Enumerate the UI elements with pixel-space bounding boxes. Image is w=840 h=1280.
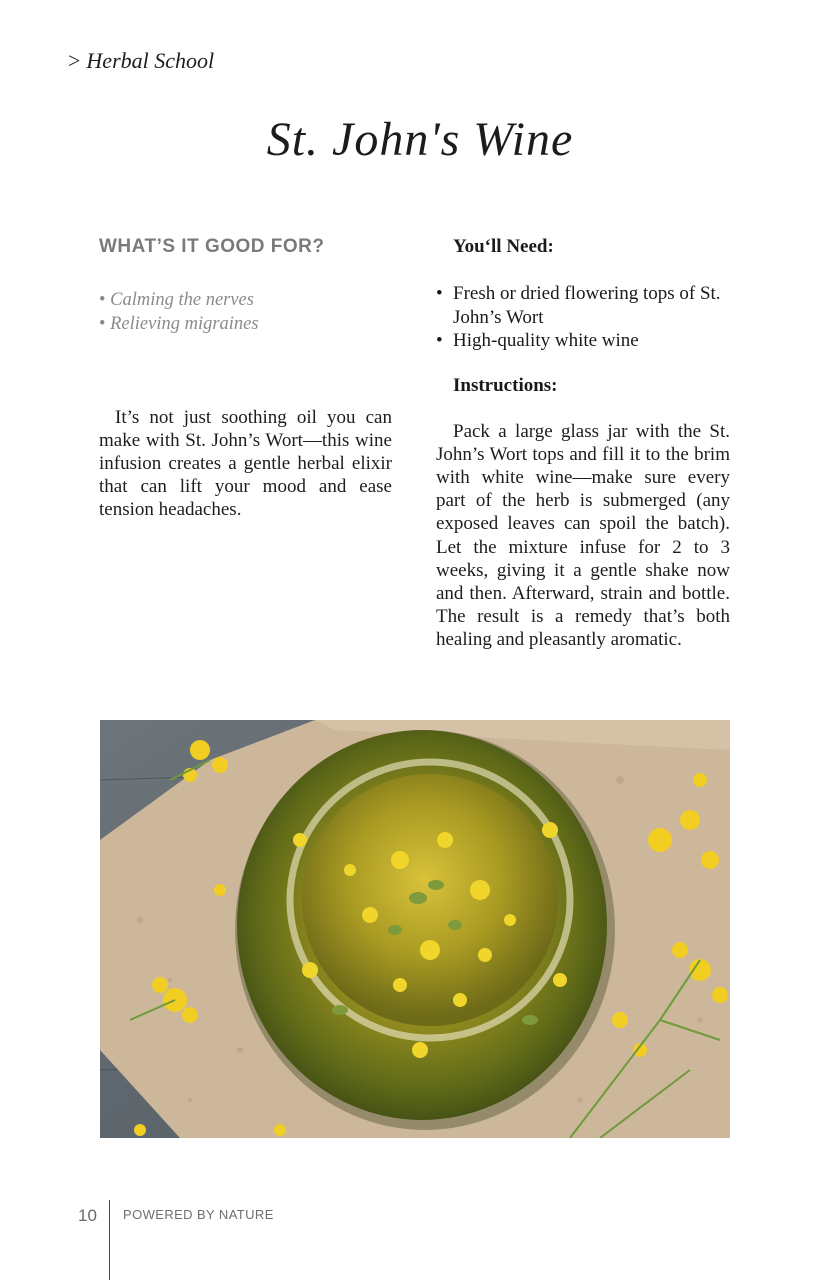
- page-title: St. John's Wine: [266, 113, 574, 166]
- footer-label: POWERED BY NATURE: [123, 1207, 274, 1222]
- benefits-list: [99, 288, 392, 336]
- needs-list: [436, 282, 730, 353]
- breadcrumb-label: Herbal School: [86, 48, 215, 73]
- benefit-item: • Relieving migraines: [99, 312, 392, 336]
- instructions-paragraph: Pack a large glass jar with the St. John’s Wort tops and fill it to the brim with white wine—make sure every part of the herb is submerged (any exposed leaves can spoil the batch). Let the mixture infuse for 2 to 3 weeks, giving it a gentle shake now and then. Afterward, strain and bottle. The result is a remedy that’s both healing and pleasantly aromatic.: [436, 420, 730, 651]
- benefits-heading: WHAT’S IT GOOD FOR?: [99, 236, 325, 257]
- intro-paragraph: It’s not just soothing oil you can make with St. John’s Wort—this wine infusion creates a gentle herbal elixir that can lift your mood and ease tension headaches.: [99, 407, 392, 520]
- breadcrumb[interactable]: [68, 48, 214, 74]
- breadcrumb-arrow-icon: >: [68, 48, 81, 73]
- need-item: • Fresh or dried flowering tops of St. John’s Wort: [436, 282, 730, 329]
- needs-heading: You‘ll Need:: [453, 236, 554, 257]
- footer-divider: [109, 1200, 110, 1280]
- herb-jar-photo: [100, 720, 730, 1138]
- page-number: 10: [78, 1206, 97, 1225]
- right-column: [436, 236, 730, 652]
- need-item: • High-quality white wine: [436, 329, 730, 353]
- instructions-heading: Instructions:: [453, 374, 558, 396]
- benefit-item: • Calming the nerves: [99, 288, 392, 312]
- left-column: [99, 236, 392, 521]
